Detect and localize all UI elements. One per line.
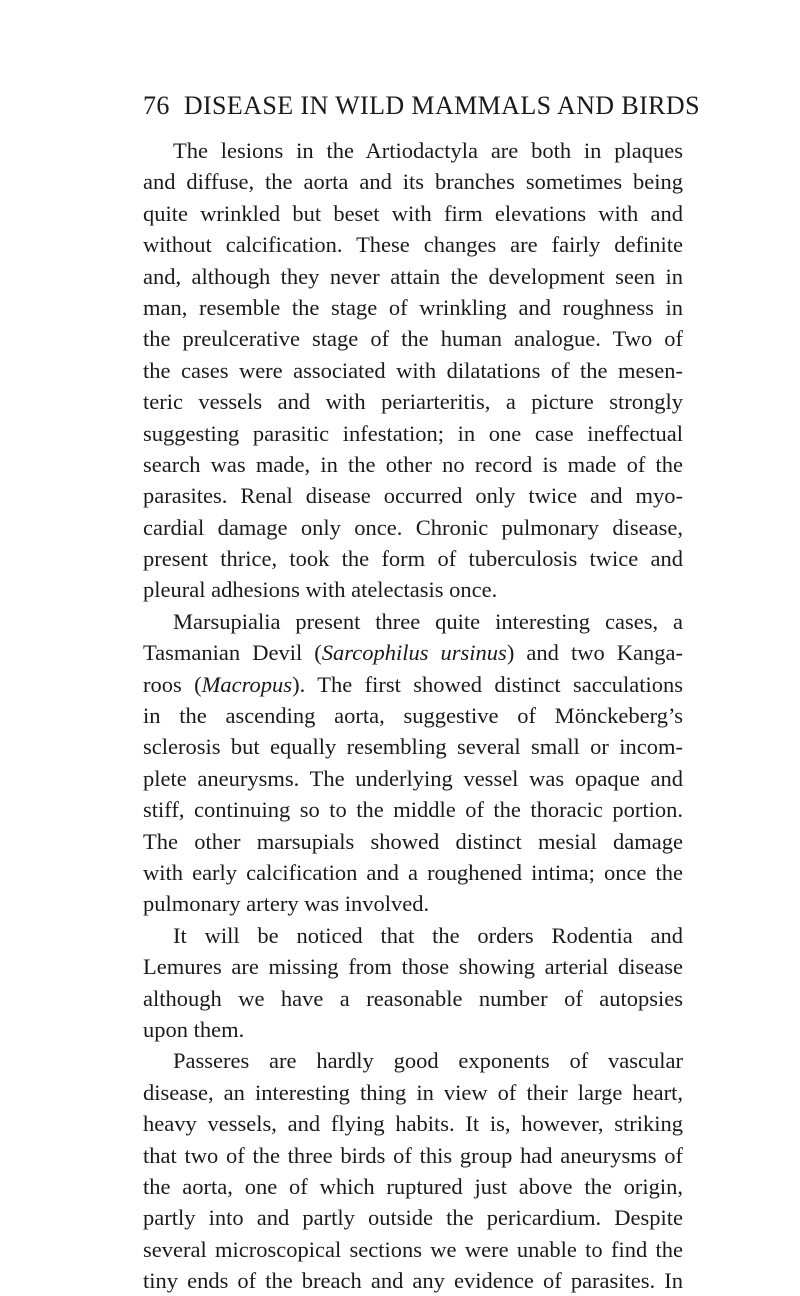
text-line: in the ascending aorta, suggestive of Mönckeberg’s — [143, 703, 683, 729]
text-line: pleural adhesions with atelectasis once. — [143, 577, 498, 603]
text-line: several microscopical sections we were unable to find the — [143, 1236, 683, 1262]
text-segment: ) and two Kanga- — [506, 640, 684, 666]
text-line — [143, 637, 683, 668]
text-line: present thrice, took the form of tuberculosis twice and — [143, 546, 683, 572]
text-line: teric vessels and with periarteritis, a picture strongly — [143, 389, 683, 415]
species-name: Macropus — [201, 671, 293, 697]
text-line: Passeres are hardly good exponents of vascular — [173, 1048, 683, 1074]
text-line: upon them. — [143, 1016, 245, 1042]
body-text — [143, 135, 683, 1296]
text-line — [143, 669, 683, 700]
text-line: parasites. Renal disease occurred only twice and myo- — [143, 483, 683, 509]
text-line: plete aneurysms. The underlying vessel was opaque and — [143, 765, 683, 791]
text-segment: ). The first showed distinct sacculations — [292, 671, 683, 697]
text-line: without calcification. These changes are fairly definite — [143, 232, 683, 258]
running-head — [143, 90, 700, 122]
text-line: suggesting parasitic infestation; in one case ineffectual — [143, 420, 683, 446]
page-number: 76 — [143, 91, 170, 120]
text-line: sclerosis but equally resembling several small or incom- — [143, 734, 683, 760]
text-line: and diffuse, the aorta and its branches sometimes being — [143, 169, 683, 195]
text-line: heavy vessels, and flying habits. It is, however, striking — [143, 1111, 683, 1137]
text-line: man, resemble the stage of wrinkling and roughness in — [143, 294, 683, 320]
species-name: Sarcophilus ursinus — [321, 640, 507, 666]
text-line: although we have a reasonable number of autopsies — [143, 985, 683, 1011]
text-line: the cases were associated with dilatations of the mesen- — [143, 357, 683, 383]
text-line: stiff, continuing so to the middle of the thoracic portion. — [143, 797, 683, 823]
text-segment: Tasmanian Devil ( — [143, 640, 322, 666]
text-line: partly into and partly outside the pericardium. Despite — [143, 1205, 683, 1231]
text-line: It will be noticed that the orders Rodentia and — [173, 922, 683, 948]
text-line: that two of the three birds of this group had aneurysms of — [143, 1142, 683, 1168]
text-line: with early calcification and a roughened intima; once the — [143, 859, 683, 885]
text-line: and, although they never attain the development seen in — [143, 263, 683, 289]
text-line: the aorta, one of which ruptured just above the origin, — [143, 1173, 683, 1199]
text-line: search was made, in the other no record is made of the — [143, 451, 683, 477]
text-line: Marsupialia present three quite interesting cases, a — [173, 608, 683, 634]
running-title: DISEASE IN WILD MAMMALS AND BIRDS — [183, 91, 700, 120]
text-line: pulmonary artery was involved. — [143, 891, 430, 917]
text-line: The other marsupials showed distinct mesial damage — [143, 828, 683, 854]
text-line: quite wrinkled but beset with firm elevations with and — [143, 200, 683, 226]
text-line: Lemures are missing from those showing arterial disease — [143, 954, 683, 980]
text-segment: roos ( — [143, 671, 202, 697]
text-line: cardial damage only once. Chronic pulmonary disease, — [143, 514, 683, 540]
text-line: disease, an interesting thing in view of their large heart, — [143, 1079, 683, 1105]
text-line: the preulcerative stage of the human analogue. Two of — [143, 326, 683, 352]
text-line: The lesions in the Artiodactyla are both in plaques — [173, 138, 683, 163]
text-line: tiny ends of the breach and any evidence of parasites. In — [143, 1268, 683, 1294]
